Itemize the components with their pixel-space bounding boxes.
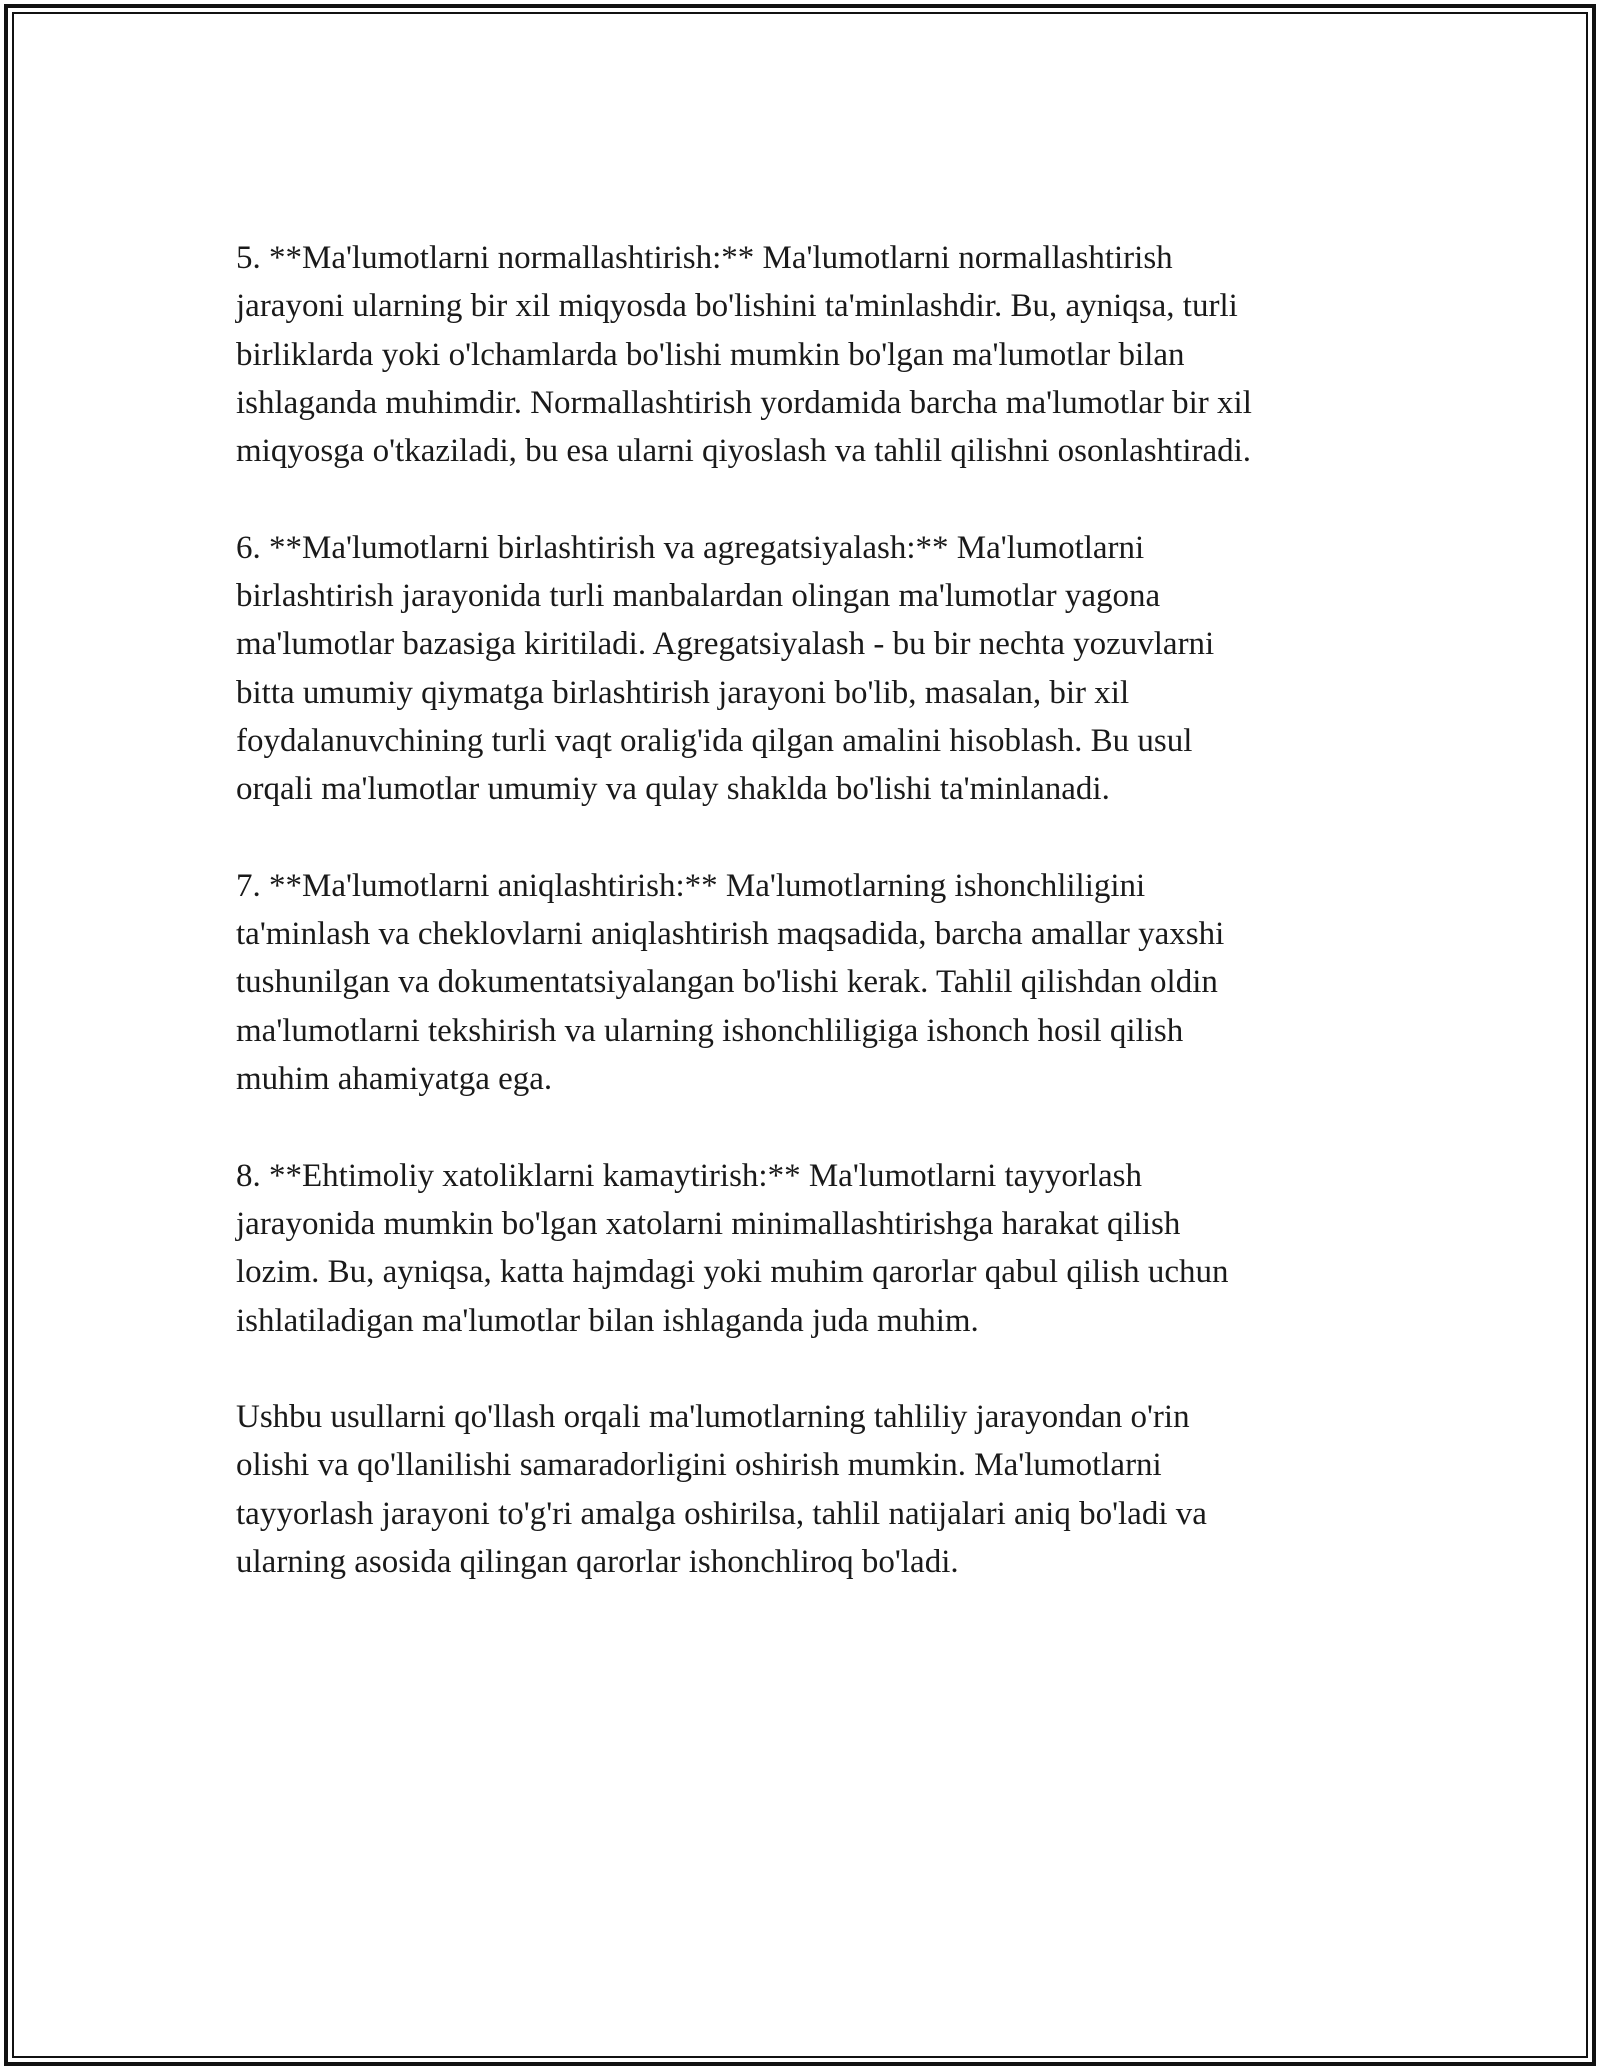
text-line: ta'minlash va cheklovlarni aniqlashtirish maqsadida, barcha amallar yaxshi [236,916,1225,953]
text-line: 8. **Ehtimoliy xatoliklarni kamaytirish:** Ma'lumotlarni tayyorlash [236,1157,1142,1194]
paragraph-error-reduction [236,1152,1386,1345]
text-line: 6. **Ma'lumotlarni birlashtirish va agregatsiyalash:** Ma'lumotlarni [236,529,1145,566]
text-line: olishi va qo'llanilishi samaradorligini oshirish mumkin. Ma'lumotlarni [236,1447,1162,1484]
text-line: 7. **Ma'lumotlarni aniqlashtirish:** Ma'lumotlarning ishonchliligini [236,867,1146,904]
text-line: Ushbu usullarni qo'llash orqali ma'lumotlarning tahliliy jarayondan o'rin [236,1399,1190,1436]
text-line: tayyorlash jarayoni to'g'ri amalga oshirilsa, tahlil natijalari aniq bo'ladi va [236,1495,1207,1532]
text-line: lozim. Bu, ayniqsa, katta hajmdagi yoki muhim qarorlar qabul qilish uchun [236,1254,1229,1291]
text-line: ma'lumotlar bazasiga kiritiladi. Agregatsiyalash - bu bir nechta yozuvlarni [236,626,1215,663]
text-line: birliklarda yoki o'lchamlarda bo'lishi mumkin bo'lgan ma'lumotlar bilan [236,336,1185,373]
text-line: 5. **Ma'lumotlarni normallashtirish:** Ma'lumotlarni normallashtirish [236,240,1173,276]
text-line: jarayoni ularning bir xil miqyosda bo'lishini ta'minlashdir. Bu, ayniqsa, turli [236,288,1238,325]
text-line: muhim ahamiyatga ega. [236,1061,553,1098]
paragraph-clarification [236,862,1386,1103]
document-body [236,234,1386,1635]
text-line: tushunilgan va dokumentatsiyalangan bo'lishi kerak. Tahlil qilishdan oldin [236,964,1218,1001]
paragraph-normalization [236,234,1386,475]
text-line: ularning asosida qilingan qarorlar ishonchliroq bo'ladi. [236,1544,959,1581]
text-line: birlashtirish jarayonida turli manbalardan olingan ma'lumotlar yagona [236,578,1161,615]
text-line: miqyosga o'tkaziladi, bu esa ularni qiyoslash va tahlil qilishni osonlashtiradi. [236,433,1252,470]
text-line: jarayonida mumkin bo'lgan xatolarni minimallashtirishga harakat qilish [236,1205,1181,1242]
text-line: orqali ma'lumotlar umumiy va qulay shaklda bo'lishi ta'minlanadi. [236,771,1110,808]
paragraph-aggregation [236,524,1386,814]
text-line: foydalanuvchining turli vaqt oralig'ida qilgan amalini hisoblash. Bu usul [236,722,1193,759]
text-line: ma'lumotlarni tekshirish va ularning ishonchliligiga ishonch hosil qilish [236,1012,1184,1049]
text-line: ishlaganda muhimdir. Normallashtirish yordamida barcha ma'lumotlar bir xil [236,384,1252,421]
text-line: bitta umumiy qiymatga birlashtirish jarayoni bo'lib, masalan, bir xil [236,674,1130,711]
paragraph-conclusion [236,1393,1386,1586]
text-line: ishlatiladigan ma'lumotlar bilan ishlaganda juda muhim. [236,1302,979,1339]
